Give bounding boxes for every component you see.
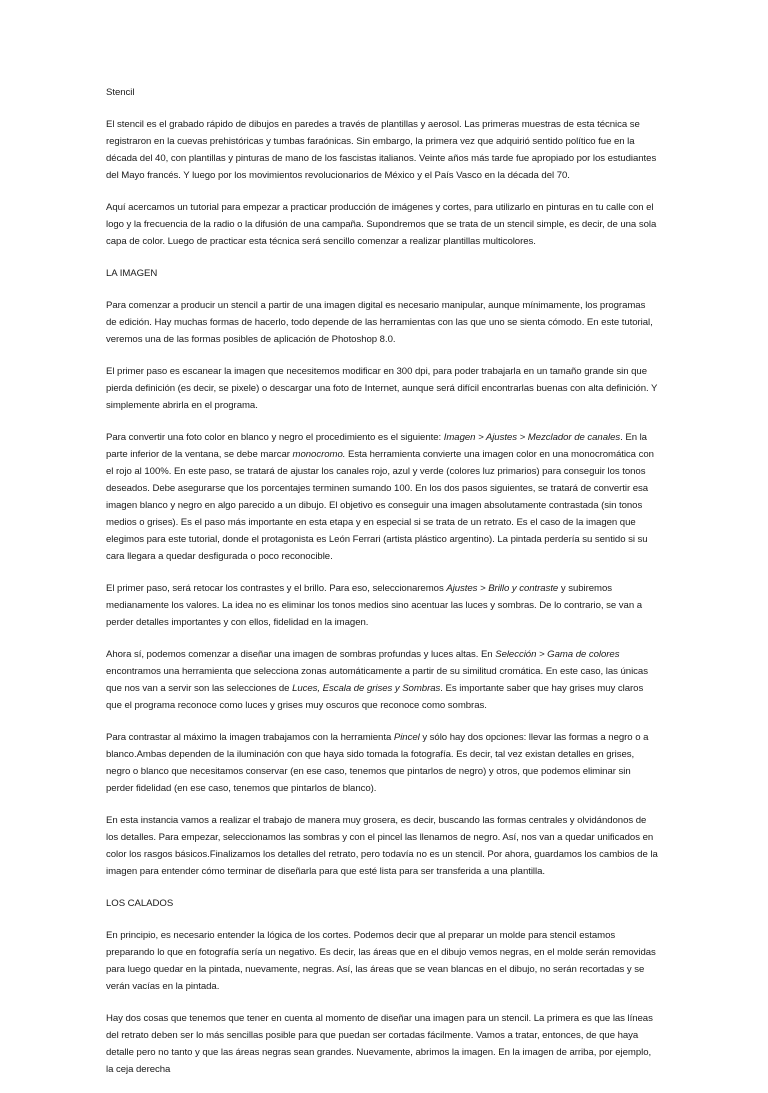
imagen-paragraph-7: En esta instancia vamos a realizar el trabajo de manera muy grosera, es decir, buscando las formas centrales y olvidándonos de los detalles. Para empezar, seleccionamos las sombras y con el pincel las llenamos de negro. Así, nos van a quedar unificados en color los rasgos básicos.Finalizamos los detalles del retrato, pero todavía no es un stencil. Por ahora, guardamos los cambios de la imagen para entender cómo terminar de diseñarla para que esté lista para ser transferida a una plantilla. — [106, 815, 658, 877]
text-run: y subiremos medianamente los valores. La idea no es eliminar los tonos medios sino acentuar las luces y sombras. De lo contrario, se van a perder detalles importantes y con ellos, fidelidad en la imagen. — [106, 583, 643, 628]
imagen-paragraph-4 — [106, 580, 658, 631]
menu-path-text: Selección > Gama de colores — [495, 649, 620, 660]
text-run: Esta herramienta convierte una imagen color en una monocromática con el rojo al 100%. En este paso, se tratará de ajustar los canales rojo, azul y verde (colores luz primarios) para conseguir los tonos deseados. Debe asegurarse que los porcentajes terminen sumando 100. En los dos pasos siguientes, se tratará de convertir esa imagen blanco y negro en algo parecido a un dibujo. El objetivo es conseguir una imagen absolutamente contrastada (sin tonos medios o grises). Es el paso más importante en esta etapa y en especial si se trata de un retrato. Es el caso de la imagen que elegimos para este tutorial, donde el protagonista es León Ferrari (artista plástico argentino). La pintada perdería su sentido si su cara llegara a quedar desfigurada o poco reconocible. — [106, 449, 654, 562]
document-title: Stencil — [106, 87, 135, 98]
text-run: encontramos una herramienta que selecciona zonas automáticamente a partir de su similitud cromática. En este caso, las únicas que nos van a servir son las selecciones de — [106, 666, 648, 694]
text-run: Para contrastar al máximo la imagen trabajamos con la herramienta — [106, 732, 394, 743]
text-run: y sólo hay dos opciones: llevar las formas a negro o a blanco.Ambas dependen de la iluminación con que haya sido tomada la fotografía. Es decir, tal vez existan detalles en grises, negro o blanco que necesitamos conservar (en ese caso, tenemos que pintarlos de negro) y otros, que podemos eliminar sin perder fidelidad (en ese caso, tenemos que pintarlos de blanco). — [106, 732, 649, 794]
tool-name-text: Pincel — [393, 732, 420, 743]
text-run: Para convertir una foto color en blanco y negro el procedimiento es el siguiente: — [106, 432, 444, 443]
text-run: El primer paso, será retocar los contrastes y el brillo. Para eso, seleccionaremos — [106, 583, 447, 594]
emphasis-text: monocromo. — [292, 449, 346, 460]
intro-paragraph-1: El stencil es el grabado rápido de dibujos en paredes a través de plantillas y aerosol. Las primeras muestras de esta técnica se registraron en la cuevas prehistóricas y tumbas faraónicas. Sin embargo, la primera vez que adquirió sentido político fue en la década del 40, con plantillas y pinturas de mano de los fascistas italianos. Veinte años más tarde fue apropiado por los estudiantes del Mayo francés. Y luego por los movimientos revolucionarios de México y el País Vasco en la década del 70. — [106, 119, 657, 181]
document-page — [106, 84, 658, 1093]
section-heading-calados: LOS CALADOS — [106, 898, 174, 909]
imagen-paragraph-6 — [106, 729, 658, 797]
text-run: . En la parte inferior de la ventana, se debe marcar — [106, 432, 647, 460]
emphasis-text: Luces, Escala de grises y Sombras — [292, 683, 441, 694]
menu-path-text: Imagen > Ajustes > Mezclador de canales — [443, 432, 621, 443]
calados-paragraph-2: Hay dos cosas que tenemos que tener en cuenta al momento de diseñar una imagen para un stencil. La primera es que las líneas del retrato deben ser lo más sencillas posible para que puedan ser cortadas fácilmente. Vamos a tratar, entonces, de que haya detalle pero no tanto y que las áreas negras sean grandes. Nuevamente, abrimos la imagen. En la imagen de arriba, por ejemplo, la ceja derecha — [106, 1013, 653, 1075]
imagen-paragraph-2: El primer paso es escanear la imagen que necesitemos modificar en 300 dpi, para poder trabajarla en un tamaño grande sin que pierda definición (es decir, se pixele) o descargar una foto de Internet, aunque será difícil encontrarlas buenas con alta definición. Y simplemente abrirla en el programa. — [106, 366, 658, 411]
intro-paragraph-2: Aquí acercamos un tutorial para empezar a practicar producción de imágenes y cortes, para utilizarlo en pinturas en tu calle con el logo y la frecuencia de la radio o la difusión de una campaña. Supondremos que se trata de un stencil simple, es decir, de una sola capa de color. Luego de practicar esta técnica será sencillo comenzar a realizar plantillas multicolores. — [106, 202, 657, 247]
imagen-paragraph-1: Para comenzar a producir un stencil a partir de una imagen digital es necesario manipular, aunque mínimamente, los programas de edición. Hay muchas formas de hacerlo, todo depende de las herramientas con las que uno se sienta cómodo. En este tutorial, veremos una de las formas posibles de aplicación de Photoshop 8.0. — [106, 300, 653, 345]
imagen-paragraph-5 — [106, 646, 658, 714]
imagen-paragraph-3 — [106, 429, 658, 565]
menu-path-text: Ajustes > Brillo y contraste — [446, 583, 559, 594]
text-run: Ahora sí, podemos comenzar a diseñar una imagen de sombras profundas y luces altas. En — [106, 649, 496, 660]
calados-paragraph-1: En principio, es necesario entender la lógica de los cortes. Podemos decir que al preparar un molde para stencil estamos preparando lo que en fotografía sería un negativo. Es decir, las áreas que en el dibujo vemos negras, en el molde serán removidas para luego quedar en la pintada, nuevamente, negras. Así, las áreas que se vean blancas en el dibujo, no serán recortadas y se verán vacías en la pintada. — [106, 930, 656, 992]
text-run: . Es importante saber que hay grises muy claros que el programa reconoce como luces y grises muy oscuros que reconoce como sombras. — [106, 683, 644, 711]
section-heading-imagen: LA IMAGEN — [106, 268, 158, 279]
